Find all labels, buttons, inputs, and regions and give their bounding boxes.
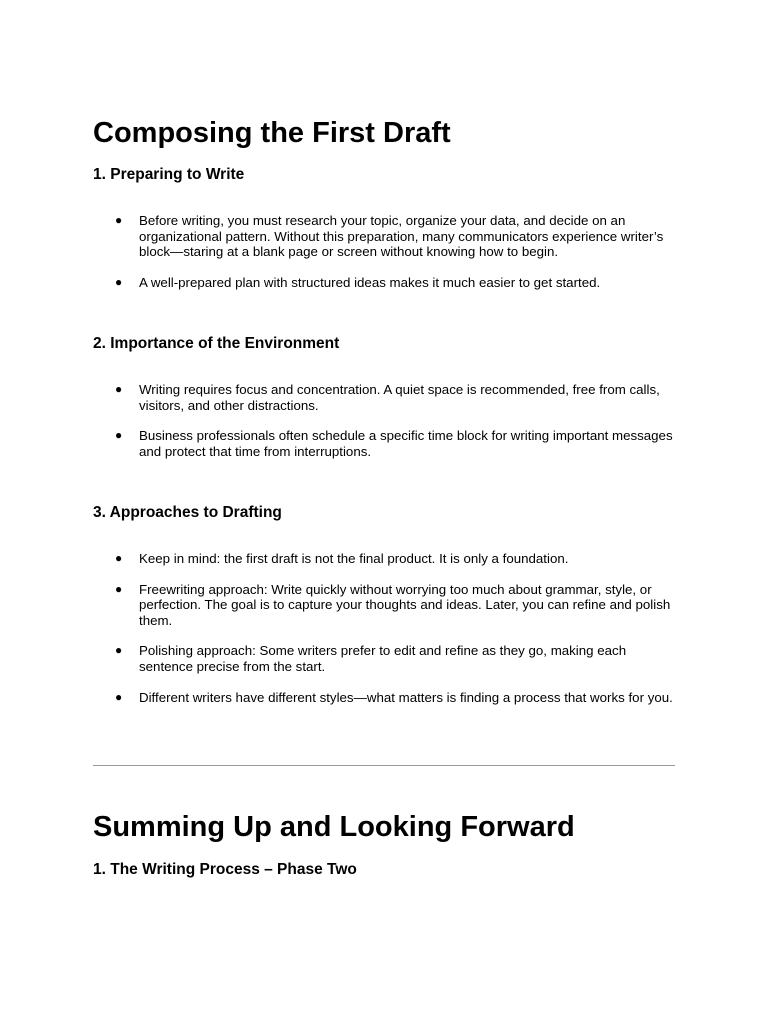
subsection-heading-environment: 2. Importance of the Environment — [93, 335, 340, 352]
list-item-text: Polishing approach: Some writers prefer to edit and refine as they go, making each sentence precise from the start. — [139, 643, 627, 674]
list-item-text: Business professionals often schedule a specific time block for writing important messages and protect that time from interruptions. — [139, 428, 673, 459]
list-item-text: Before writing, you must research your topic, organize your data, and decide on an organizational pattern. Without this preparation, many communicators experience writer’s block—staring at a blank page or screen without knowing how to begin. — [139, 213, 664, 260]
bullet-dot-icon: ● — [115, 643, 123, 658]
bullet-list-preparing — [93, 213, 675, 290]
list-item — [93, 551, 675, 567]
list-item-text: Different writers have different styles—what matters is finding a process that works for you. — [139, 689, 673, 705]
bullet-dot-icon: ● — [115, 274, 123, 289]
list-item — [93, 382, 675, 413]
section-title-composing: Composing the First Draft — [93, 117, 451, 149]
list-item-text: Freewriting approach: Write quickly without worrying too much about grammar, style, or perfection. The goal is to capture your thoughts and ideas. Later, you can refine and polish them. — [139, 581, 671, 628]
bullet-list-approaches — [93, 551, 675, 705]
subsection-heading-writing-process: 1. The Writing Process – Phase Two — [93, 861, 357, 878]
bullet-dot-icon: ● — [115, 428, 123, 443]
bullet-dot-icon: ● — [115, 581, 123, 596]
list-item-text: Writing requires focus and concentration. A quiet space is recommended, free from calls, visitors, and other distractions. — [139, 382, 660, 413]
bullet-dot-icon: ● — [115, 382, 123, 396]
bullet-dot-icon: ● — [115, 213, 123, 227]
subsection-heading-approaches: 3. Approaches to Drafting — [93, 504, 282, 521]
list-item — [93, 275, 675, 291]
bullet-list-environment — [93, 382, 675, 459]
list-item-text: Keep in mind: the first draft is not the final product. It is only a foundation. — [139, 551, 569, 566]
subsection-heading-preparing: 1. Preparing to Write — [93, 166, 245, 183]
bullet-dot-icon: ● — [115, 551, 123, 565]
section-title-summing-up: Summing Up and Looking Forward — [93, 811, 575, 843]
bullet-dot-icon: ● — [115, 689, 123, 704]
list-item — [93, 643, 675, 674]
list-item — [93, 428, 675, 459]
list-item — [93, 213, 675, 260]
list-item — [93, 582, 675, 629]
list-item-text: A well-prepared plan with structured ideas makes it much easier to get started. — [139, 274, 601, 290]
horizontal-rule-divider — [93, 765, 675, 766]
list-item — [93, 690, 675, 706]
